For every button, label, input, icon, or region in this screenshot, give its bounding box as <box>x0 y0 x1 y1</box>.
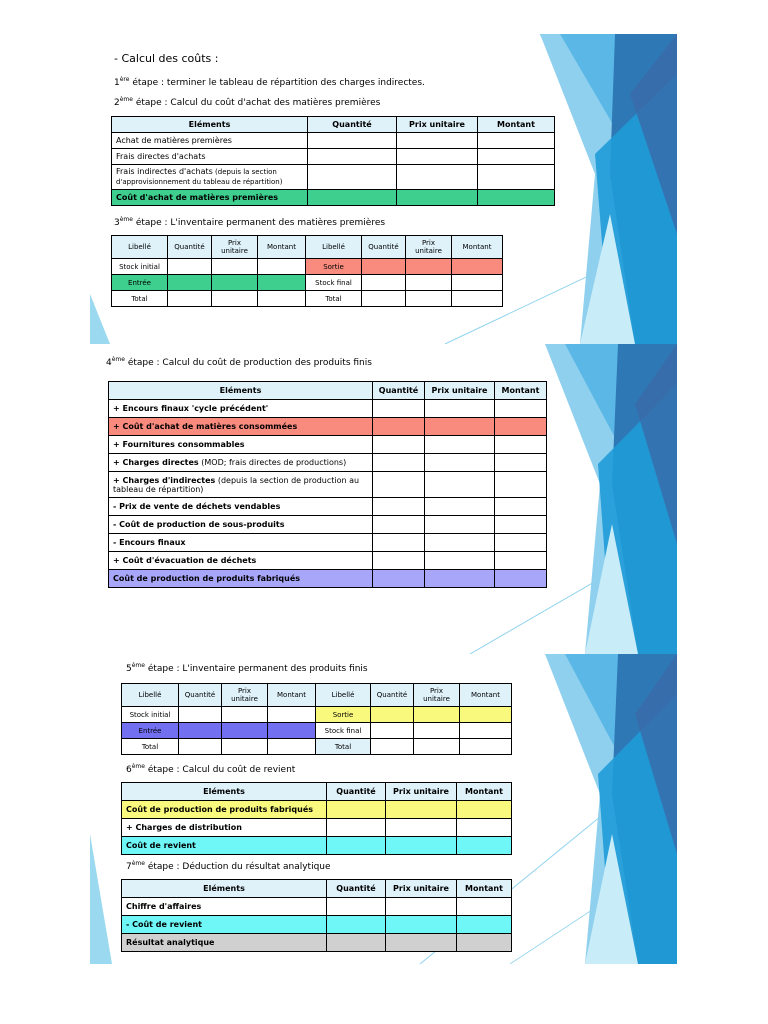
step-4-text: 4ème étape : Calcul du coût de production des produits finis <box>106 356 372 368</box>
step-1-text: 1ère étape : terminer le tableau de répartition des charges indirectes. <box>114 76 425 88</box>
step-6-text: 6ème étape : Calcul du coût de revient <box>126 763 296 775</box>
table-row: Entrée Stock final <box>122 723 512 739</box>
step-3-text: 3ème étape : L'inventaire permanent des matières premières <box>114 216 386 228</box>
table-row: - Encours finaux <box>109 534 547 552</box>
table-row: Frais indirectes d'achats (depuis la section d'approvisionnement du tableau de répartition) <box>112 165 555 190</box>
cost-price-table <box>121 782 512 855</box>
table-row: Stock initial Sortie <box>122 707 512 723</box>
slide-2 <box>90 344 677 654</box>
table-header-row: Eléments Quantité Prix unitaire Montant <box>122 880 512 898</box>
table-row: - Coût de revient <box>122 916 512 934</box>
table-header-row: Libellé Quantité Prix unitaire Montant Libellé Quantité Prix unitaire Montant <box>122 684 512 707</box>
purchase-cost-table <box>111 116 555 206</box>
table-header-row: Eléments Quantité Prix unitaire Montant <box>109 382 547 400</box>
table-header-row: Eléments Quantité Prix unitaire Montant <box>112 117 555 133</box>
table-row-total: Coût de production de produits fabriqués <box>109 570 547 588</box>
table-row: Total Total <box>122 739 512 755</box>
table-row: Chiffre d'affaires <box>122 898 512 916</box>
table-row-total: Coût de revient <box>122 837 512 855</box>
table-row: + Coût d'achat de matières consommées <box>109 418 547 436</box>
production-cost-table <box>108 381 547 588</box>
table-row: + Charges directes (MOD; frais directes de productions) <box>109 454 547 472</box>
finished-goods-inventory-table <box>121 683 512 755</box>
table-row: + Charges d'indirectes (depuis la section de production au tableau de répartition) <box>109 472 547 498</box>
table-row: Total Total <box>112 291 503 307</box>
slide-3 <box>90 654 677 964</box>
table-row: + Encours finaux 'cycle précédent' <box>109 400 547 418</box>
table-row: Entrée Stock final <box>112 275 503 291</box>
analytical-result-table <box>121 879 512 952</box>
table-row: + Fournitures consommables <box>109 436 547 454</box>
table-row: - Prix de vente de déchets vendables <box>109 498 547 516</box>
table-row: + Charges de distribution <box>122 819 512 837</box>
table-row-total: Coût d'achat de matières premières <box>112 190 555 206</box>
step-5-text: 5ème étape : L'inventaire permanent des produits finis <box>126 662 368 674</box>
table-header-row: Eléments Quantité Prix unitaire Montant <box>122 783 512 801</box>
table-row: + Coût d'évacuation de déchets <box>109 552 547 570</box>
section-title: - Calcul des coûts : <box>114 52 219 65</box>
slide-1 <box>90 34 677 344</box>
raw-material-inventory-table <box>111 235 503 307</box>
table-row: - Coût de production de sous-produits <box>109 516 547 534</box>
table-row: Coût de production de produits fabriqués <box>122 801 512 819</box>
table-row-total: Résultat analytique <box>122 934 512 952</box>
table-row: Frais directes d'achats <box>112 149 555 165</box>
table-header-row: Libellé Quantité Prix unitaire Montant Libellé Quantité Prix unitaire Montant <box>112 236 503 259</box>
table-row: Achat de matières premières <box>112 133 555 149</box>
step-2-text: 2ème étape : Calcul du coût d'achat des matières premières <box>114 96 381 108</box>
step-7-text: 7ème étape : Déduction du résultat analytique <box>126 860 331 872</box>
table-row: Stock initial Sortie <box>112 259 503 275</box>
